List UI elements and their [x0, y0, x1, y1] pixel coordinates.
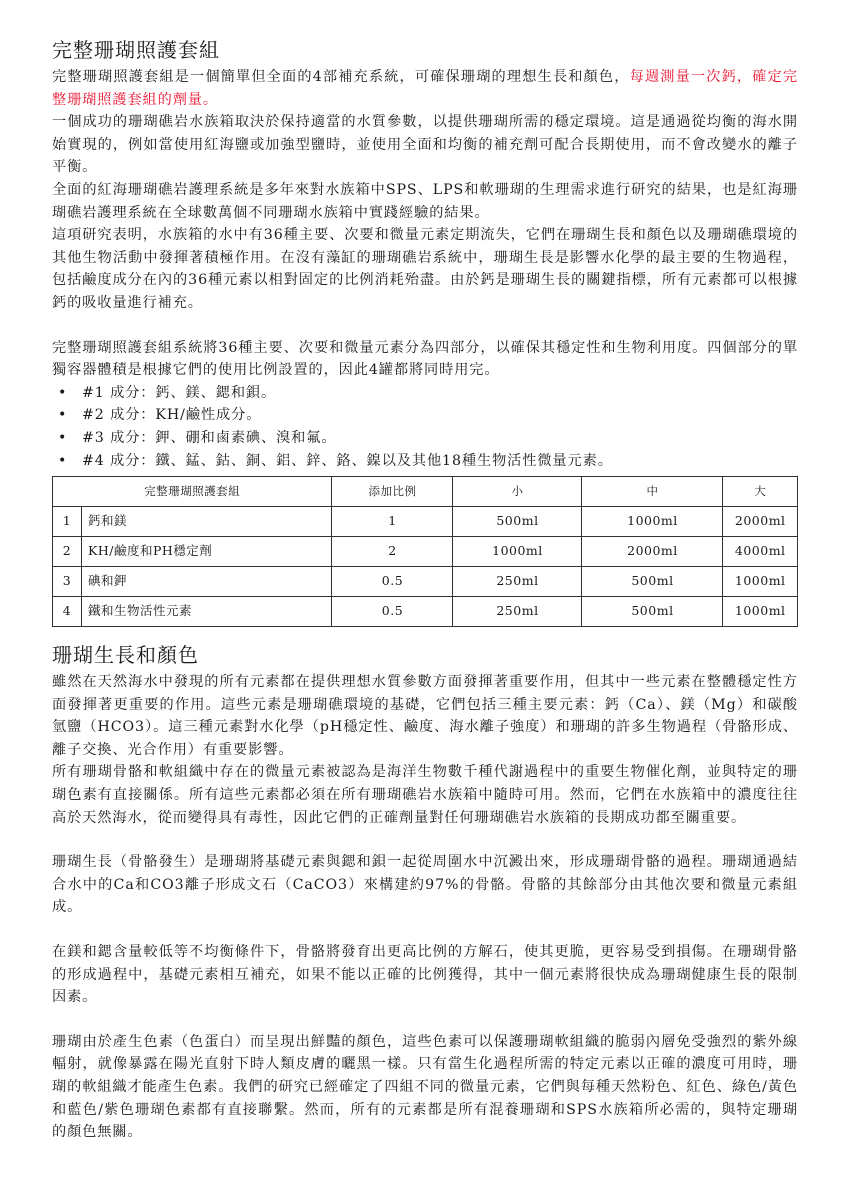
row-ratio: 2	[332, 537, 453, 567]
skeleton-paragraph: 珊瑚生長（骨骼發生）是珊瑚將基礎元素與鍶和鋇一起從周圍水中沉澱出來，形成珊瑚骨骼的過程。珊瑚通過結合水中的Ca和CO3離子形成文石（CaCO3）來構建約97%的骨骼。骨骼的其餘部分由其他次要和微量元素組成。	[52, 854, 798, 916]
bullet-icon: •	[58, 429, 68, 446]
pigment-paragraph: 珊瑚由於產生色素（色蛋白）而呈現出鮮豔的顏色，這些色素可以保護珊瑚軟組織的脆弱內層免受強烈的紫外線輻射，就像暴露在陽光直射下時人類皮膚的曬黑一樣。只有當生化過程所需的特定元素以正確的濃度可用時，珊瑚的軟組織才能產生色素。我們的研究已經確定了四組不同的微量元素，它們與每種天然粉色、紅色、綠色/黃色和藍色/紫色珊瑚色素都有直接聯繫。然而，所有的元素都是所有混養珊瑚和SPS水族箱所必需的，與特定珊瑚的顏色無關。	[52, 1033, 798, 1141]
bullet-icon: •	[58, 407, 68, 424]
row-large: 2000ml	[723, 507, 798, 537]
imbalance-paragraph: 在鎂和鍶含量較低等不均衡條件下，骨骼將發育出更高比例的方解石，使其更脆，更容易受到損傷。在珊瑚骨骼的形成過程中，基礎元素相互補充，如果不能以正確的比例獲得，其中一個元素將很快成為珊瑚健康生長的限制因素。	[52, 944, 798, 1006]
row-ratio: 0.5	[332, 597, 453, 627]
row-medium: 500ml	[582, 567, 723, 597]
kit-volume-table	[52, 476, 798, 627]
row-name: 鐵和生物活性元素	[82, 597, 332, 627]
bullet-icon: •	[58, 384, 68, 401]
table-row	[53, 537, 798, 567]
body-paragraph: 這項研究表明，水族箱的水中有36種主要、次要和微量元素定期流失，它們在珊瑚生長和顏色以及珊瑚礁環境的其他生物活動中發揮著積極作用。在沒有藻缸的珊瑚礁岩系統中，珊瑚生長是影響水化學的最主要的生物過程，包括鹼度成分在內的36種元素以相對固定的比例消耗殆盡。由於鈣是珊瑚生長的關鍵指標，所有元素都可以根據鈣的吸收量進行補充。	[52, 227, 798, 311]
dosing-highlight: 每週測量一次鈣，確定完整珊瑚照護套組的劑量。	[52, 69, 798, 108]
row-medium: 2000ml	[582, 537, 723, 567]
row-large: 1000ml	[723, 567, 798, 597]
row-large: 4000ml	[723, 537, 798, 567]
component-text: #3 成分：鉀、硼和鹵素碘、溴和氟。	[82, 429, 337, 446]
system-paragraph: 完整珊瑚照護套組系統將36種主要、次要和微量元素分為四部分，以確保其穩定性和生物利用度。四個部分的單獨容器體積是根據它們的使用比例設置的，因此4罐都將同時用完。	[52, 339, 798, 379]
table-header-row	[53, 477, 798, 507]
section-title: 珊瑚生長和顏色	[52, 643, 199, 668]
table-row	[53, 597, 798, 627]
row-number: 1	[53, 507, 82, 537]
bullet-icon: •	[58, 452, 68, 469]
table-row	[53, 567, 798, 597]
header-small: 小	[453, 477, 582, 507]
row-small: 250ml	[453, 597, 582, 627]
row-ratio: 0.5	[332, 567, 453, 597]
row-small: 250ml	[453, 567, 582, 597]
header-medium: 中	[582, 477, 723, 507]
header-ratio: 添加比例	[332, 477, 453, 507]
header-kit: 完整珊瑚照護套組	[53, 477, 332, 507]
document-title: 完整珊瑚照護套組	[52, 38, 220, 62]
component-text: #1 成分：鈣、鎂、鍶和鋇。	[82, 384, 277, 401]
intro-text: 完整珊瑚照護套組是一個簡單但全面的4部補充系統，可確保珊瑚的理想生長和顏色，	[52, 69, 630, 85]
row-small: 500ml	[453, 507, 582, 537]
row-number: 2	[53, 537, 82, 567]
body-paragraph: 全面的紅海珊瑚礁岩護理系統是多年來對水族箱中SPS、LPS和軟珊瑚的生理需求進行研究的結果，也是紅海珊瑚礁岩護理系統在全球數萬個不同珊瑚水族箱中實踐經驗的結果。	[52, 181, 798, 221]
component-text: #2 成分：KH/鹼性成分。	[82, 407, 262, 424]
row-large: 1000ml	[723, 597, 798, 627]
row-number: 3	[53, 567, 82, 597]
row-small: 1000ml	[453, 537, 582, 567]
list-item	[58, 382, 798, 405]
row-number: 4	[53, 597, 82, 627]
row-name: 碘和鉀	[82, 567, 332, 597]
body-paragraph: 雖然在天然海水中發現的所有元素都在提供理想水質參數方面發揮著重要作用，但其中一些元素在整體穩定性方面發揮著更重要的作用。這些元素是珊瑚礁環境的基礎，它們包括三種主要元素：鈣（Ca）、鎂（Mg）和碳酸氫鹽（HCO3）。這三種元素對水化學（pH穩定性、鹼度、海水離子強度）和珊瑚的許多生物過程（骨骼形成、離子交換、光合作用）有重要影響。	[52, 674, 798, 758]
component-text: #4 成分：鐵、錳、鈷、銅、鋁、鋅、鉻、鎳以及其他18種生物活性微量元素。	[82, 452, 613, 469]
header-large: 大	[723, 477, 798, 507]
components-list	[52, 382, 798, 472]
intro-paragraph	[52, 66, 798, 111]
row-ratio: 1	[332, 507, 453, 537]
row-medium: 500ml	[582, 597, 723, 627]
table-row	[53, 507, 798, 537]
list-item	[58, 450, 798, 473]
row-name: KH/鹼度和PH穩定劑	[82, 537, 332, 567]
body-paragraph: 一個成功的珊瑚礁岩水族箱取決於保持適當的水質參數，以提供珊瑚所需的穩定環境。這是通過從均衡的海水開始實現的，例如當使用紅海鹽或加強型鹽時，並使用全面和均衡的補充劑可配合長期使用，而不會改變水的離子平衡。	[52, 114, 798, 176]
row-name: 鈣和鎂	[82, 507, 332, 537]
list-item	[58, 404, 798, 427]
row-medium: 1000ml	[582, 507, 723, 537]
list-item	[58, 427, 798, 450]
body-paragraph: 所有珊瑚骨骼和軟組織中存在的微量元素被認為是海洋生物數千種代謝過程中的重要生物催化劑，並與特定的珊瑚色素有直接關係。所有這些元素都必須在所有珊瑚礁岩水族箱中隨時可用。然而，它們在水族箱中的濃度往往高於天然海水，從而變得具有毒性，因此它們的正確劑量對任何珊瑚礁岩水族箱的長期成功都至關重要。	[52, 764, 798, 826]
